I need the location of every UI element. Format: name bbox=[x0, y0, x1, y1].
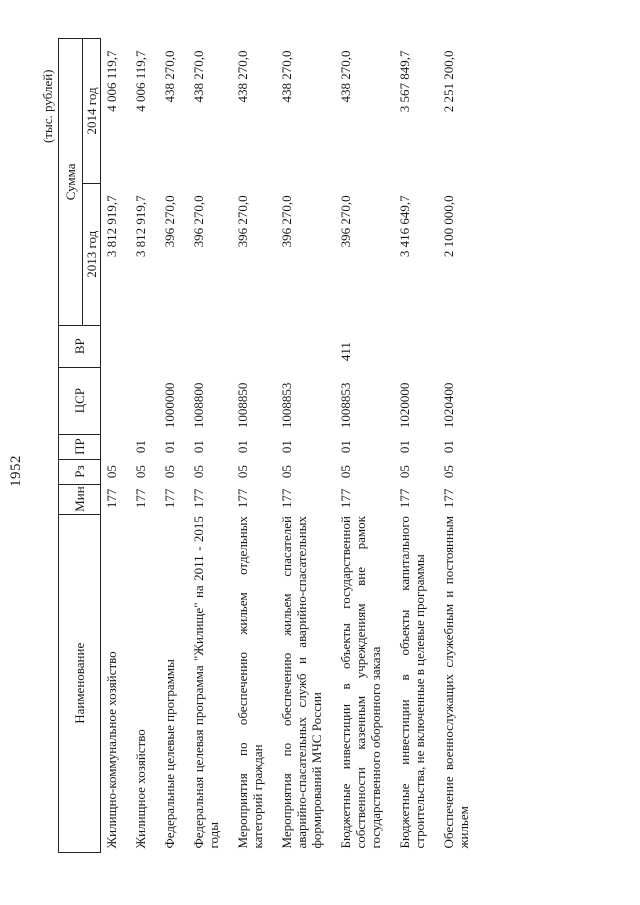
row-name: Федеральные целевые программы bbox=[162, 659, 177, 849]
row-pr: 01 bbox=[279, 440, 294, 454]
row-csr bbox=[130, 367, 159, 434]
row-rz: 05 bbox=[279, 465, 294, 479]
header-rz: Рз bbox=[59, 459, 101, 484]
table-header bbox=[59, 39, 101, 853]
row-vr bbox=[188, 325, 232, 367]
row-csr: 1000000 bbox=[162, 382, 177, 429]
row-rz: 05 bbox=[104, 465, 119, 479]
row-pr: 01 bbox=[338, 440, 353, 454]
table-row bbox=[276, 39, 335, 853]
row-rz: 05 bbox=[397, 465, 412, 479]
row-rz: 05 bbox=[191, 465, 206, 479]
row-amount-2014: 438 270,0 bbox=[279, 50, 294, 103]
row-amount-2013: 396 270,0 bbox=[235, 195, 250, 248]
row-pr: 01 bbox=[162, 440, 177, 454]
row-pr: 01 bbox=[133, 440, 148, 454]
row-amount-2013: 396 270,0 bbox=[279, 195, 294, 248]
row-pr: 01 bbox=[235, 440, 250, 454]
table-row bbox=[159, 39, 188, 853]
table-row bbox=[438, 39, 475, 853]
table-row bbox=[394, 39, 438, 853]
row-amount-2014: 438 270,0 bbox=[338, 50, 353, 103]
row-name: Бюджетные инвестиции в объекты государственной собственности казенным учреждениям вне рамок государственного оборонного заказа bbox=[338, 516, 383, 849]
row-amount-2013: 396 270,0 bbox=[338, 195, 353, 248]
row-amount-2014: 438 270,0 bbox=[162, 50, 177, 103]
row-amount-2014: 2 251 200,0 bbox=[441, 50, 456, 113]
table-row bbox=[188, 39, 232, 853]
row-amount-2014: 4 006 119,7 bbox=[133, 50, 148, 112]
row-name: Мероприятия по обеспечению жильем отдельных категорий граждан bbox=[235, 516, 265, 849]
row-rz: 05 bbox=[162, 465, 177, 479]
header-sum: Сумма bbox=[59, 39, 83, 326]
table-row bbox=[101, 39, 131, 853]
budget-table bbox=[58, 38, 475, 853]
row-amount-2013: 2 100 000,0 bbox=[441, 195, 456, 258]
row-vr: 411 bbox=[338, 342, 353, 362]
row-min: 177 bbox=[133, 488, 148, 509]
row-name: Обеспечение военнослужащих служебным и постоянным жильем bbox=[441, 516, 471, 849]
row-min: 177 bbox=[441, 488, 456, 509]
table-body bbox=[101, 39, 476, 853]
row-csr: 1020000 bbox=[397, 382, 412, 429]
row-pr: 01 bbox=[441, 440, 456, 454]
row-name: Бюджетные инвестиции в объекты капитального строительства, не включенные в целевые программы bbox=[397, 516, 427, 849]
row-amount-2014: 4 006 119,7 bbox=[104, 50, 119, 112]
row-min: 177 bbox=[191, 488, 206, 509]
row-min: 177 bbox=[338, 488, 353, 509]
row-vr bbox=[232, 325, 276, 367]
units-note: (тыс. рублей) bbox=[40, 69, 55, 143]
row-csr: 1020400 bbox=[441, 382, 456, 429]
row-rz: 05 bbox=[235, 465, 250, 479]
row-vr bbox=[276, 325, 335, 367]
row-min: 177 bbox=[235, 488, 250, 509]
table-row bbox=[335, 39, 394, 853]
row-name: Жилищно-коммунальное хозяйство bbox=[104, 651, 119, 849]
row-csr: 1008850 bbox=[235, 382, 250, 429]
row-vr bbox=[394, 325, 438, 367]
header-year-2014: 2014 год bbox=[83, 39, 101, 184]
row-min: 177 bbox=[104, 488, 119, 509]
row-pr: 01 bbox=[191, 440, 206, 454]
row-pr: 01 bbox=[397, 440, 412, 454]
header-vr: ВР bbox=[59, 325, 101, 367]
header-year-2013: 2013 год bbox=[83, 183, 101, 325]
page-number: 1952 bbox=[8, 455, 24, 487]
row-rz: 05 bbox=[441, 465, 456, 479]
row-name: Федеральная целевая программа "Жилище" на 2011 - 2015 годы bbox=[191, 516, 221, 849]
row-amount-2014: 3 567 849,7 bbox=[397, 50, 412, 113]
header-csr: ЦСР bbox=[59, 367, 101, 434]
row-amount-2014: 438 270,0 bbox=[191, 50, 206, 103]
row-amount-2013: 3 812 919,7 bbox=[104, 195, 119, 258]
row-rz: 05 bbox=[133, 465, 148, 479]
row-vr bbox=[101, 325, 131, 367]
row-amount-2013: 396 270,0 bbox=[191, 195, 206, 248]
row-csr: 1008800 bbox=[191, 382, 206, 429]
row-amount-2013: 3 416 649,7 bbox=[397, 195, 412, 258]
row-min: 177 bbox=[279, 488, 294, 509]
row-min: 177 bbox=[397, 488, 412, 509]
header-min: Мин bbox=[59, 484, 101, 514]
row-vr bbox=[159, 325, 188, 367]
row-name: Мероприятия по обеспечению жильем спасателей аварийно-спасательных служб и аварийно-спасательных формирований МЧС России bbox=[279, 516, 324, 849]
row-vr bbox=[438, 325, 475, 367]
table-row bbox=[232, 39, 276, 853]
row-csr: 1008853 bbox=[338, 382, 353, 429]
row-pr bbox=[101, 434, 131, 459]
row-amount-2013: 3 812 919,7 bbox=[133, 195, 148, 258]
row-csr bbox=[101, 367, 131, 434]
row-amount-2014: 438 270,0 bbox=[235, 50, 250, 103]
row-csr: 1008853 bbox=[279, 382, 294, 429]
row-rz: 05 bbox=[338, 465, 353, 479]
row-min: 177 bbox=[162, 488, 177, 509]
row-vr bbox=[130, 325, 159, 367]
row-name: Жилищное хозяйство bbox=[133, 729, 148, 849]
table-row bbox=[130, 39, 159, 853]
row-amount-2013: 396 270,0 bbox=[162, 195, 177, 248]
header-pr: ПР bbox=[59, 434, 101, 459]
header-name: Наименование bbox=[59, 514, 101, 852]
